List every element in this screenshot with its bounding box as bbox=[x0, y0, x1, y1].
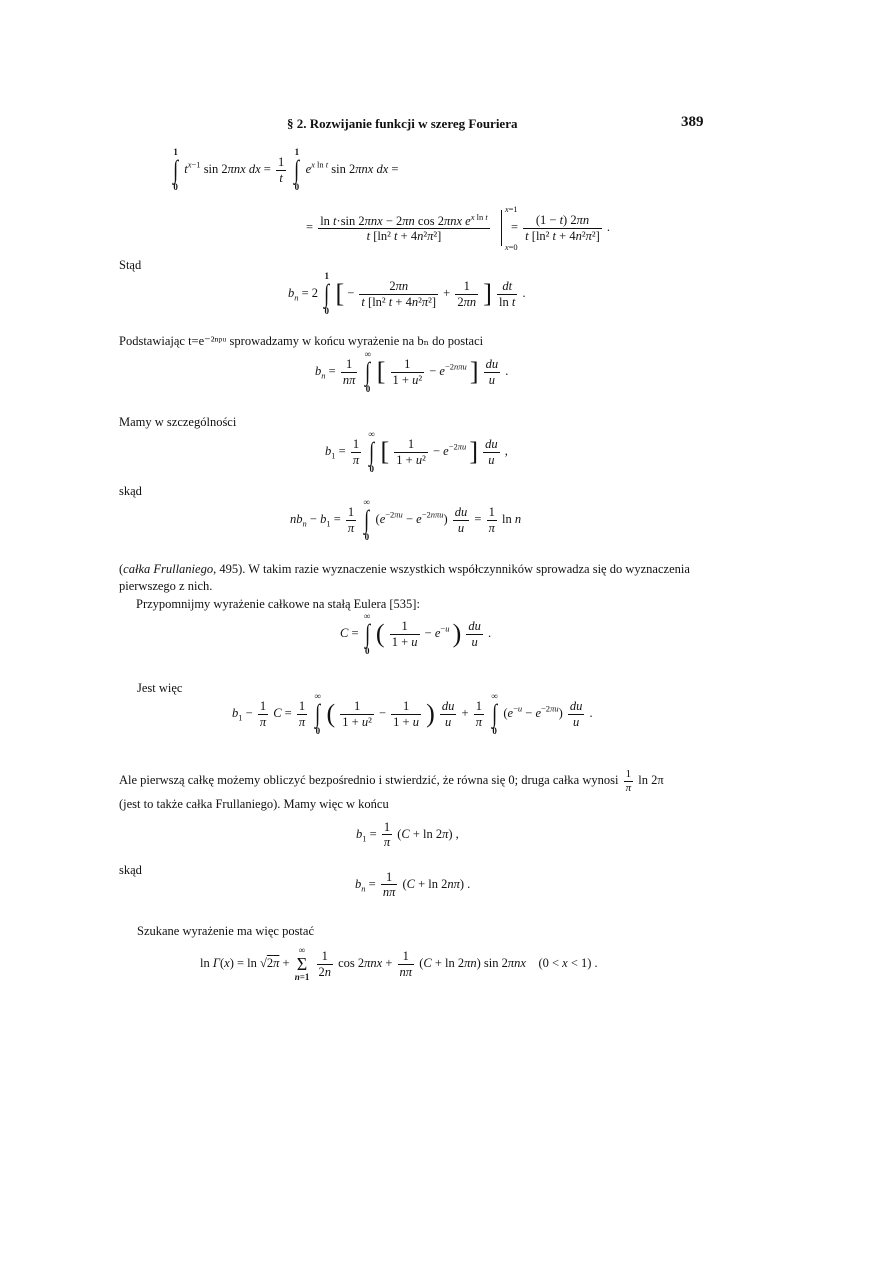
equation-10: $b_n$ = $\frac{1}{n\pi}$ (C + ln 2nπ) . bbox=[355, 870, 471, 900]
equation-3: $b_n = 2$ 1 ∫ 0 [ − $\frac{2\pi n}{\text{t [ln² t + 4n²π²]}}$ + $\frac{1}{2\pi n}$ ] $\frac{dt}{\text{ln t}}$ . bbox=[288, 271, 526, 316]
label-mamy: Mamy w szczególności bbox=[119, 415, 237, 429]
label-jest-wiec: Jest więc bbox=[137, 681, 183, 695]
equation-6: $nb_n - b_1$ = $\frac{1}{\pi}$ ∞ ∫ 0 $(e^{-2\pi u} - e^{-2n\pi u})$ $\frac{du}{u}$ = $\frac{1}{\pi}$ ln n bbox=[290, 497, 522, 542]
equation-7: C = ∞ ∫ 0 ( $\frac{1}{1 + u}$ − $e^{-u}$ ) $\frac{du}{u}$ . bbox=[340, 611, 492, 656]
paragraph-jest-to: (jest to także całka Frullaniego). Mamy więc w końcu bbox=[119, 797, 389, 811]
paragraph-szukane: Szukane wyrażenie ma więc postać bbox=[137, 924, 315, 938]
frullani-emphasis: całka Frullaniego bbox=[123, 562, 214, 576]
label-skad-2: skąd bbox=[119, 863, 142, 877]
paragraph-ale-pierwsza: Ale pierwszą całkę możemy obliczyć bezpośrednio i stwierdzić, że równa się 0; druga całka wynosi $\frac{1}{\pi}$ ln 2π bbox=[119, 768, 664, 794]
equation-2: = $\frac{\ln t\cdot\sin 2\pi nx - 2\pi n \cos 2\pi nx e^{x ln t}}{\text{t [ln² t + 4n²π²]}}$ x=1 x=0 = $\frac{(1 - t) 2\pi n}{\text{t [ln² t + 4n²π²]}}$ . bbox=[306, 204, 611, 252]
running-title: § 2. Rozwijanie funkcji w szereg Fouriera bbox=[287, 116, 518, 131]
label-skad-1: skąd bbox=[119, 484, 142, 498]
ale-pierwsza-tail: ln 2π bbox=[638, 773, 664, 788]
paragraph-przypomnijmy: Przypomnijmy wyrażenie całkowe na stałą Eulera [535]: bbox=[136, 597, 420, 611]
equation-5: $b_1$ = $\frac{1}{\pi}$ ∞ ∫ 0 [ $\frac{1}{\text{1 + u²}}$ − $e^{-2\pi u}$ ] $\frac{du}{u}$ , bbox=[325, 429, 508, 474]
paragraph-frullani: (całka Frullaniego, 495). W takim razie wyznaczenie wszystkich współczynników sprowadza się do wyznaczenia pierwszego z nich. bbox=[119, 562, 690, 593]
equation-1: 1 ∫ 0 $t^{x-1}$ sin 2πnx dx = $\frac{1}{t}$ 1 ∫ 0 $e^{x ln t}$ sin 2πnx dx = bbox=[173, 147, 399, 192]
equation-9: $b_1$ = $\frac{1}{\pi}$ (C + ln 2π) , bbox=[356, 820, 459, 850]
page-number: 389 bbox=[681, 114, 704, 130]
label-stad: Stąd bbox=[119, 258, 142, 272]
ale-pierwsza-text: Ale pierwszą całkę możemy obliczyć bezpośrednio i stwierdzić, że równa się 0; druga całka wynosi bbox=[119, 773, 619, 788]
equation-11: ln Γ(x) = ln √2π + ∞ Σ n=1 $\frac{1}{2n}$ cos 2πnx + $\frac{1}{n\pi}$ (C + ln 2πn) sin 2πnx (0 < x < 1) . bbox=[200, 945, 598, 982]
equation-4: $b_n$ = $\frac{1}{n\pi}$ ∞ ∫ 0 [ $\frac{1}{\text{1 + u²}}$ − $e^{-2n\pi u}$ ] $\frac{du}{u}$ . bbox=[315, 349, 509, 394]
equation-8: $b_1$ − $\frac{1}{\pi}$ C = $\frac{1}{\pi}$ ∞ ∫ 0 ( $\frac{1}{\text{1 + u²}}$ − $\frac{1}{1 + u}$ ) $\frac{du}{u}$ + $\frac{1}{\pi}$ ∞ ∫ 0 $(e^{-u} - e^{-2\pi u})$ $\frac{du}{u}$ . bbox=[232, 691, 593, 736]
paragraph-podstawiajac: Podstawiając t=e⁻²ⁿᵖᵘ sprowadzamy w końcu wyrażenie na bₙ do postaci bbox=[119, 334, 484, 348]
